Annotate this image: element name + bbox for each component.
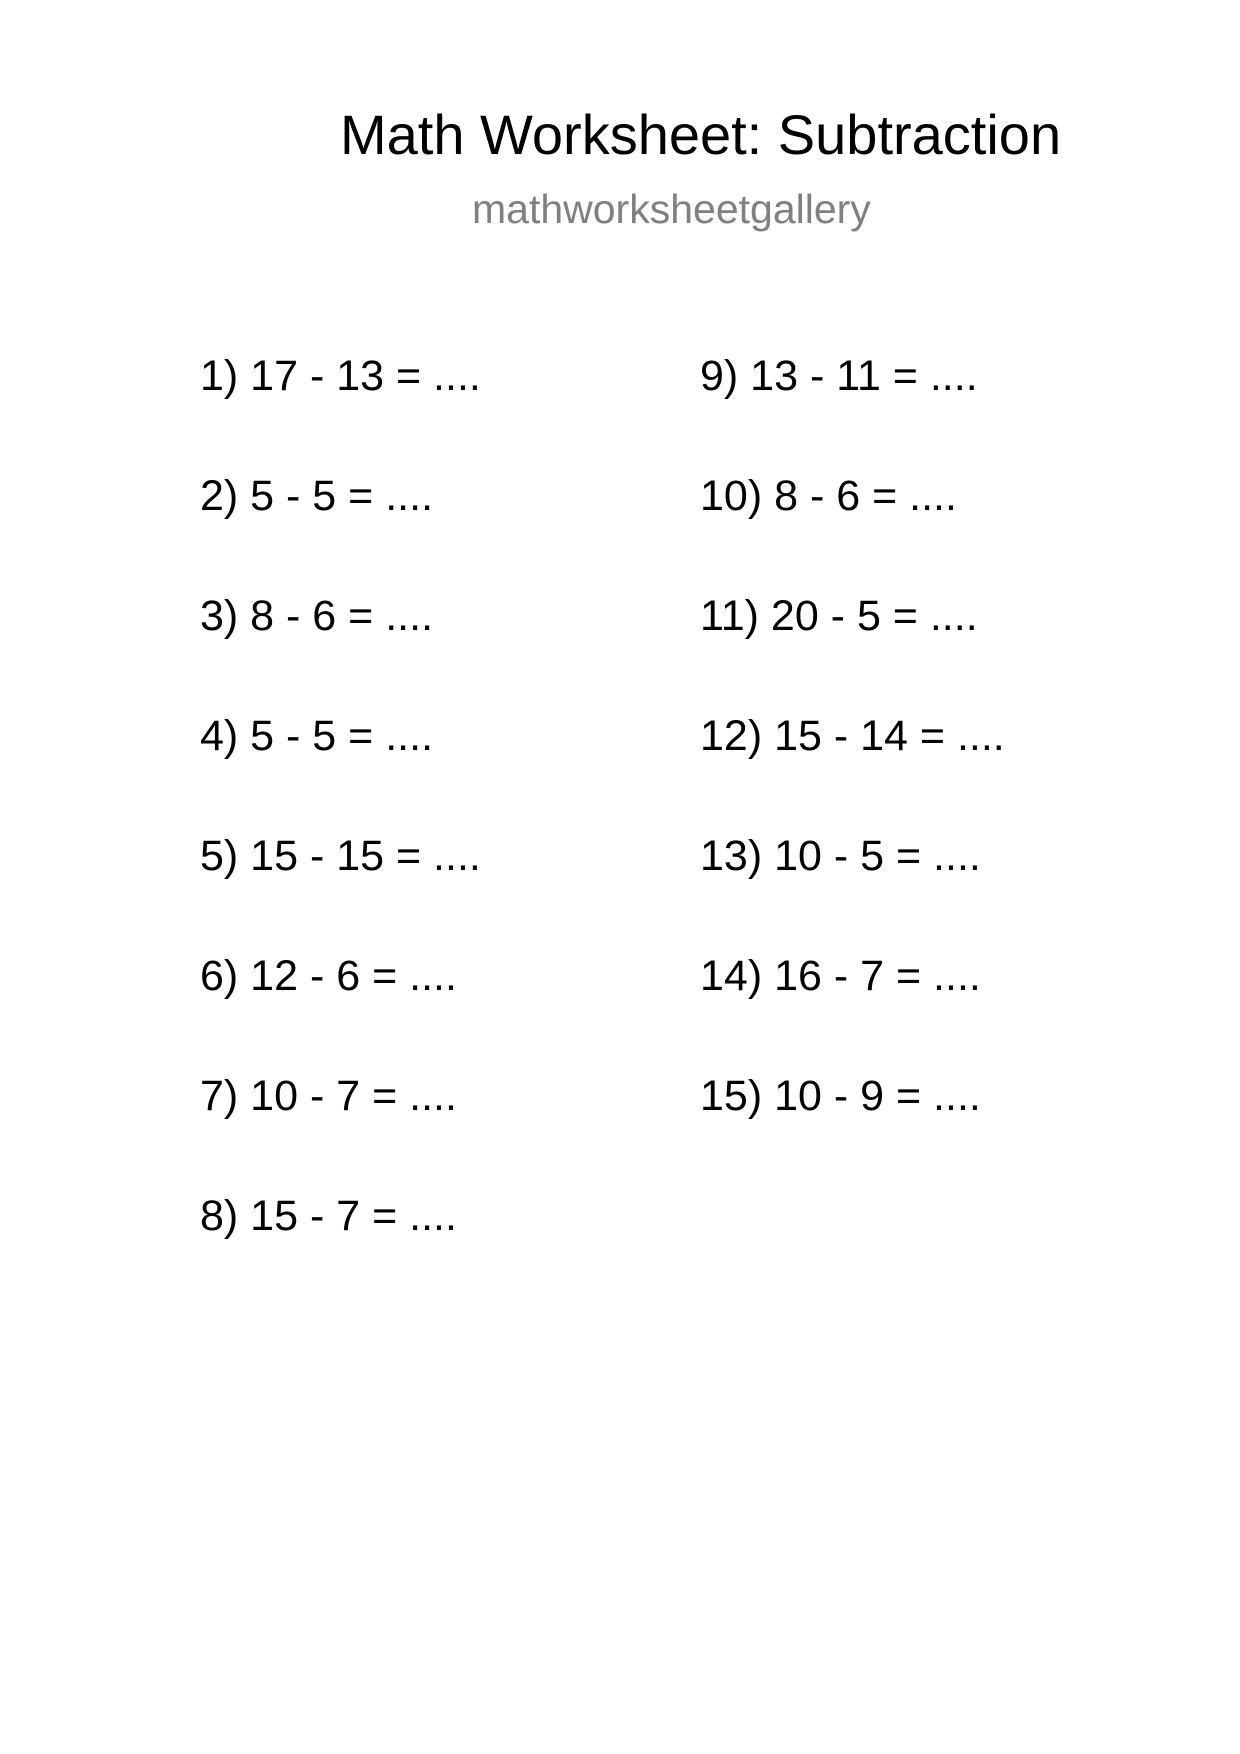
problem-1: 1) 17 - 13 = .... (200, 352, 481, 400)
problem-14: 14) 16 - 7 = .... (700, 952, 981, 1000)
problem-15: 15) 10 - 9 = .... (700, 1072, 981, 1120)
problem-11: 11) 20 - 5 = .... (700, 592, 978, 640)
problem-13: 13) 10 - 5 = .... (700, 832, 981, 880)
problem-2: 2) 5 - 5 = .... (200, 472, 434, 520)
problem-5: 5) 15 - 15 = .... (200, 832, 481, 880)
problem-3: 3) 8 - 6 = .... (200, 592, 434, 640)
problem-4: 4) 5 - 5 = .... (200, 712, 434, 760)
problem-6: 6) 12 - 6 = .... (200, 952, 457, 1000)
problem-7: 7) 10 - 7 = .... (200, 1072, 457, 1120)
page-subtitle: mathworksheetgallery (472, 186, 871, 232)
problem-12: 12) 15 - 14 = .... (700, 712, 1005, 760)
problem-9: 9) 13 - 11 = .... (700, 352, 978, 400)
page-title: Math Worksheet: Subtraction (340, 103, 1062, 166)
problem-10: 10) 8 - 6 = .... (700, 472, 957, 520)
problem-8: 8) 15 - 7 = .... (200, 1192, 457, 1240)
